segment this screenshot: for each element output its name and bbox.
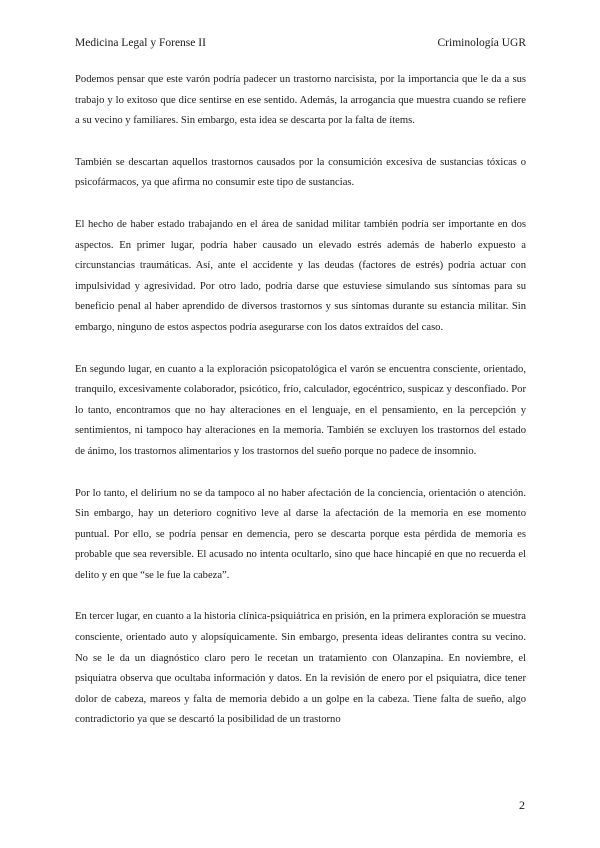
paragraph: En tercer lugar, en cuanto a la historia clínica-psiquiátrica en prisión, en la primera exploración se muestra consciente, orientado auto y alopsíquicamente. Sin embargo, presenta ideas delirantes contra su vecino. No se le da un diagnóstico claro pero le recetan un tratamiento con Olanzapina. En noviembre, el psiquiatra observa que ocultaba información y datos. En la revisión de enero por el psiquiatra, dice tener dolor de cabeza, mareos y falta de memoria debido a un golpe en la cabeza. Tiene falta de sueño, algo contradictorio ya que se descartó la posibilidad de un trastorno xyxy=(75,611,526,726)
header-course-title: Medicina Legal y Forense II xyxy=(75,37,206,49)
paragraph: El hecho de haber estado trabajando en el área de sanidad militar también podría ser importante en dos aspectos. En primer lugar, podría haber causado un elevado estrés además de haberlo expuesto a circunstancias traumáticas. Así, ante el accidente y las deudas (factores de estrés) podría actuar con impulsividad y agresividad. Por otro lado, podría darse que estuviese simulando sus síntomas para su beneficio penal al haber aprendido de diversos trastornos y sus síntomas durante su estancia militar. Sin embargo, ninguno de estos aspectos podría asegurarse con los datos extraídos del caso. xyxy=(75,218,526,333)
header-institution: Criminología UGR xyxy=(437,37,526,49)
paragraph: También se descartan aquellos trastornos causados por la consumición excesiva de sustancias tóxicas o psicofármacos, ya que afirma no consumir este tipo de sustancias. xyxy=(75,156,526,189)
paragraph: En segundo lugar, en cuanto a la exploración psicopatológica el varón se encuentra consciente, orientado, tranquilo, excesivamente colaborador, psicótico, frío, calculador, egocéntrico, suspicaz y desconfiado. Por lo tanto, encontramos que no hay alteraciones en el lenguaje, en el pensamiento, en la percepción y sentimientos, ni tampoco hay alteraciones en la memoria. También se excluyen los trastornos del estado de ánimo, los trastornos alimentarios y los trastornos del sueño porque no padece de insomnio. xyxy=(75,363,526,457)
document-body xyxy=(75,70,526,731)
page-header xyxy=(75,36,526,50)
paragraph: Por lo tanto, el delirium no se da tampoco al no haber afectación de la conciencia, orientación o atención. Sin embargo, hay un deterioro cognitivo leve al darse la afectación de la memoria en ese momento puntual. Por ello, se podría pensar en demencia, pero se descarta porque esta pérdida de memoria es probable que sea reversible. El acusado no intenta ocultarlo, sino que hace hincapié en que no recuerda el delito y en que “se le fue la cabeza”. xyxy=(75,487,526,581)
paragraph: Podemos pensar que este varón podría padecer un trastorno narcisista, por la importancia que le da a sus trabajo y lo exitoso que dice sentirse en ese sentido. Además, la arrogancia que muestra cuando se refiere a su vecino y familiares. Sin embargo, esta idea se descarta por la falta de ítems. xyxy=(75,74,526,127)
page-number: 2 xyxy=(519,798,525,812)
